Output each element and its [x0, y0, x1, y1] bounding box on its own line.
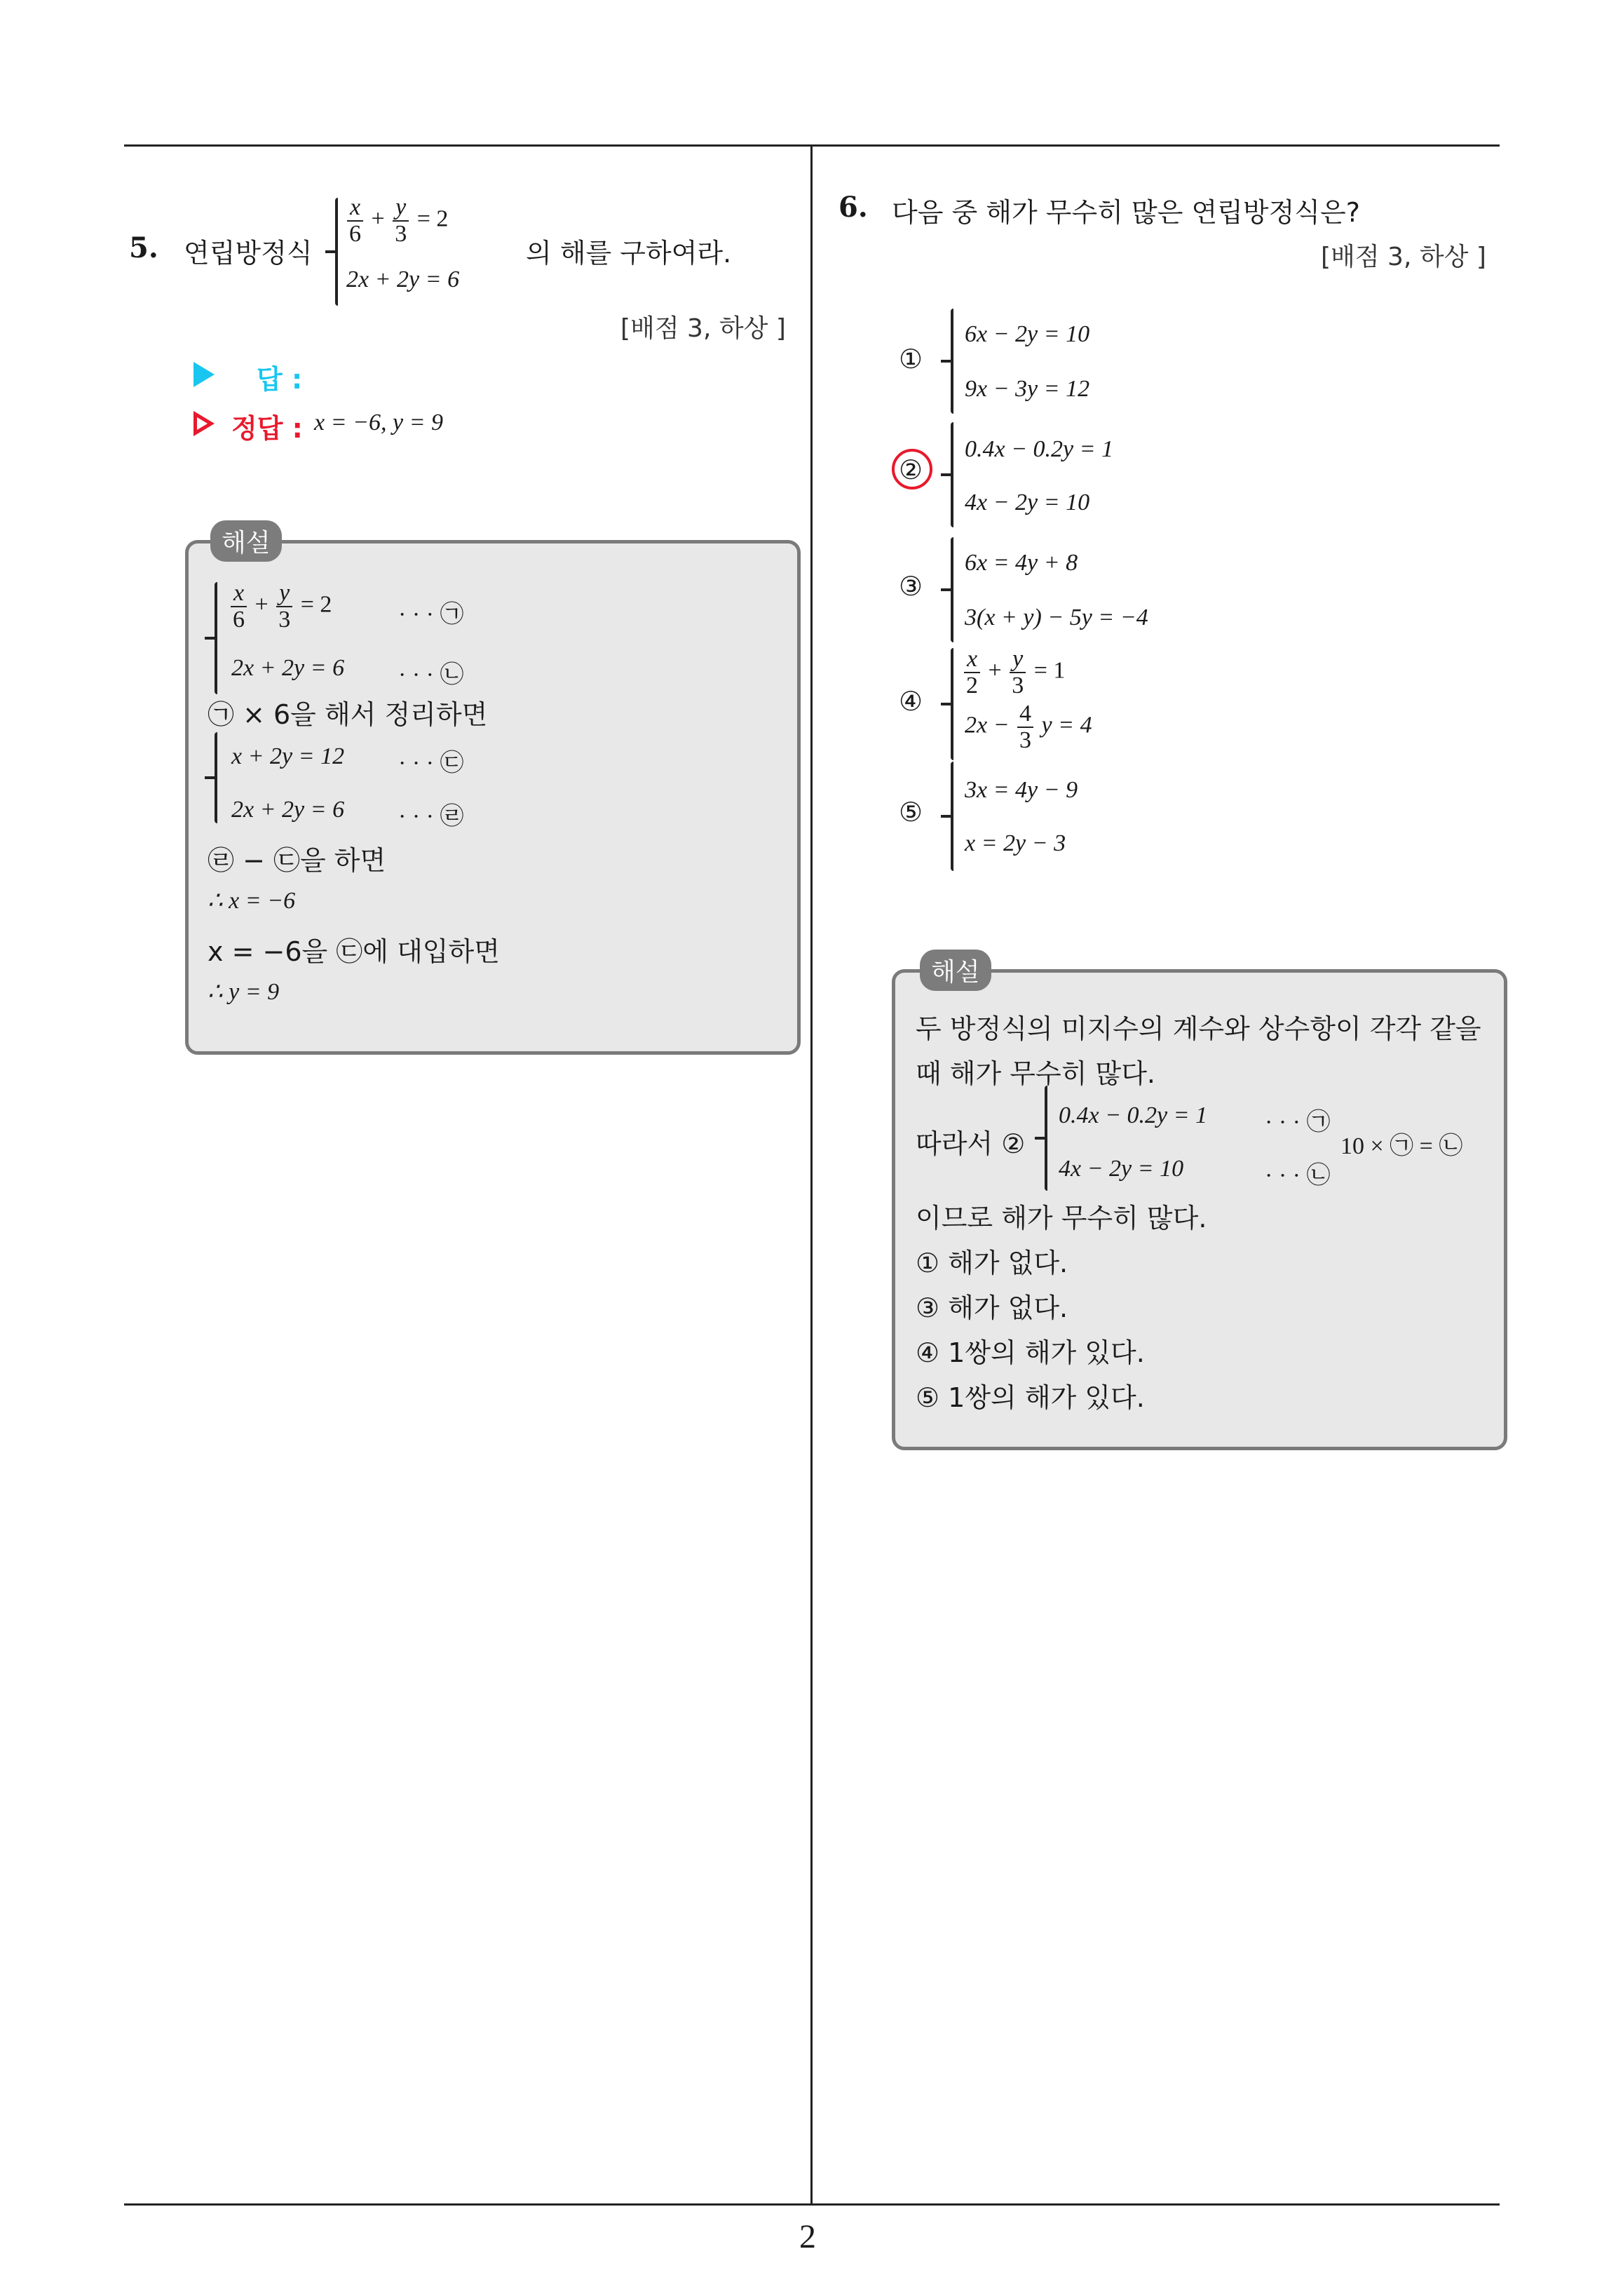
column-divider — [810, 144, 813, 2205]
q5-equation-2: 2x + 2y = 6 — [346, 266, 460, 292]
q6-sol-relation: 10 × ㉠ = ㉡ — [1340, 1133, 1463, 1159]
option-2-brace-tip — [941, 473, 951, 476]
option-3-brace — [951, 537, 953, 642]
option-4-brace-tip — [941, 703, 951, 705]
option-5-eq-1: 3x = 4y − 9 — [965, 777, 1078, 803]
q6-sol-note-3: ④ 1쌍의 해가 있다. — [916, 1337, 1145, 1368]
q5-sol-mark-2: · · · ㉡ — [398, 662, 464, 688]
q6-question: 다음 중 해가 무수히 많은 연립방정식은? — [892, 197, 1360, 228]
q5-question-tail: 의 해를 구하여라. — [526, 238, 732, 269]
q6-sol-line-2: 때 해가 무수히 많다. — [916, 1058, 1155, 1089]
q6-sol-eq-1: 0.4x − 0.2y = 1 — [1059, 1102, 1208, 1128]
option-2-brace — [951, 422, 953, 527]
bottom-rule — [124, 2203, 1500, 2206]
q5-eq1-rhs: = 2 — [416, 205, 449, 232]
option-3-eq-2: 3(x + y) − 5y = −4 — [965, 605, 1148, 630]
option-4-eq2-rhs: y = 4 — [1041, 712, 1092, 738]
q5-number: 5. — [129, 231, 158, 264]
option-4-brace — [951, 648, 953, 760]
q5-lead: 연립방정식 — [184, 238, 313, 269]
q5-correct-value: x = −6, y = 9 — [314, 410, 444, 435]
option-3-brace-tip — [941, 588, 951, 591]
option-4-eq-2: 2x − $\frac{4}{3}$ y = 4 — [965, 701, 1092, 753]
q5-brace — [335, 198, 338, 306]
q6-sol-note-2: ③ 해가 없다. — [916, 1292, 1068, 1323]
option-1-eq-1: 6x − 2y = 10 — [965, 321, 1090, 347]
q5-sol-result-2: ∴ y = 9 — [208, 979, 280, 1005]
page-number: 2 — [799, 2218, 816, 2255]
q6-sol-note-4: ⑤ 1쌍의 해가 있다. — [916, 1382, 1145, 1413]
q6-sol-brace — [1045, 1086, 1047, 1191]
option-1-brace-tip — [941, 360, 951, 363]
option-1-eq-2: 9x − 3y = 12 — [965, 376, 1090, 402]
q6-sol-line-1: 두 방정식의 미지수의 계수와 상수항이 각각 같을 — [916, 1013, 1481, 1044]
q5-sol-eq-1: $\frac{x}{6}$ + $\frac{y}{3}$ = 2 — [229, 581, 332, 632]
option-2-marker[interactable]: ② — [899, 454, 923, 485]
option-5-eq-2: x = 2y − 3 — [965, 830, 1066, 856]
q6-sol-lead: 따라서 ② — [916, 1128, 1026, 1159]
q6-sol-mark-1: · · · ㉠ — [1265, 1109, 1331, 1135]
correct-arrow-inner — [197, 417, 208, 430]
q5-sol-mark-1: · · · ㉠ — [398, 602, 464, 628]
q5-sol-step-1: ㉠ × 6을 해서 정리하면 — [208, 699, 488, 730]
option-4-marker[interactable]: ④ — [899, 686, 923, 717]
q6-sol-brace-tip — [1035, 1137, 1045, 1140]
q6-number: 6. — [838, 191, 868, 224]
q5-equation-1: $\frac{x}{6}$ + $\frac{y}{3}$ = 2 — [345, 195, 448, 246]
option-4-eq1-rhs: = 1 — [1033, 657, 1066, 684]
q5-sol-result-1: ∴ x = −6 — [208, 888, 296, 914]
option-5-brace — [951, 762, 953, 871]
q6-sol-line-3: 이므로 해가 무수히 많다. — [916, 1203, 1207, 1234]
q5-sol-step-2: ㉣ − ㉢을 하면 — [208, 845, 386, 876]
q5-sol-brace-2-tip — [205, 776, 215, 779]
option-5-marker[interactable]: ⑤ — [899, 797, 923, 828]
q5-sol-brace-1-tip — [205, 637, 215, 640]
option-4-eq2-lhs: 2x − — [965, 712, 1010, 738]
answer-arrow-icon — [193, 362, 215, 387]
q6-sol-mark-2: · · · ㉡ — [1265, 1163, 1331, 1189]
option-4-eq-1: $\frac{x}{2}$ + $\frac{y}{3}$ = 1 — [962, 647, 1065, 698]
q6-solution-tag: 해설 — [920, 950, 991, 991]
q5-score: [배점 3, 하상 ] — [620, 314, 786, 343]
q5-sol-eq1-rhs: = 2 — [300, 591, 332, 618]
q5-sol-mark-3: · · · ㉢ — [398, 750, 464, 776]
q5-sol-eq-2: 2x + 2y = 6 — [231, 655, 345, 681]
q5-sol-eq-4: 2x + 2y = 6 — [231, 797, 345, 823]
q5-sol-mark-4: · · · ㉣ — [398, 804, 464, 830]
q5-brace-tip — [325, 250, 335, 253]
q5-sol-eq-3: x + 2y = 12 — [231, 743, 345, 769]
q5-sol-brace-1 — [215, 582, 217, 694]
option-1-marker[interactable]: ① — [899, 344, 923, 374]
q6-sol-note-1: ① 해가 없다. — [916, 1248, 1068, 1278]
option-5-brace-tip — [941, 815, 951, 818]
option-2-eq-2: 4x − 2y = 10 — [965, 489, 1090, 515]
q6-score: [배점 3, 하상 ] — [1321, 243, 1486, 271]
option-3-marker[interactable]: ③ — [899, 571, 923, 602]
q5-correct-label: 정답 : — [231, 413, 303, 444]
q5-answer-label: 답 : — [257, 364, 303, 395]
q6-sol-eq-2: 4x − 2y = 10 — [1059, 1156, 1184, 1182]
option-2-eq-1: 0.4x − 0.2y = 1 — [965, 436, 1114, 462]
q5-sol-brace-2 — [215, 732, 217, 823]
option-3-eq-1: 6x = 4y + 8 — [965, 550, 1078, 576]
option-1-brace — [951, 309, 953, 414]
q5-sol-step-3: x = −6을 ㉢에 대입하면 — [208, 936, 500, 967]
q5-solution-tag: 해설 — [210, 520, 282, 562]
